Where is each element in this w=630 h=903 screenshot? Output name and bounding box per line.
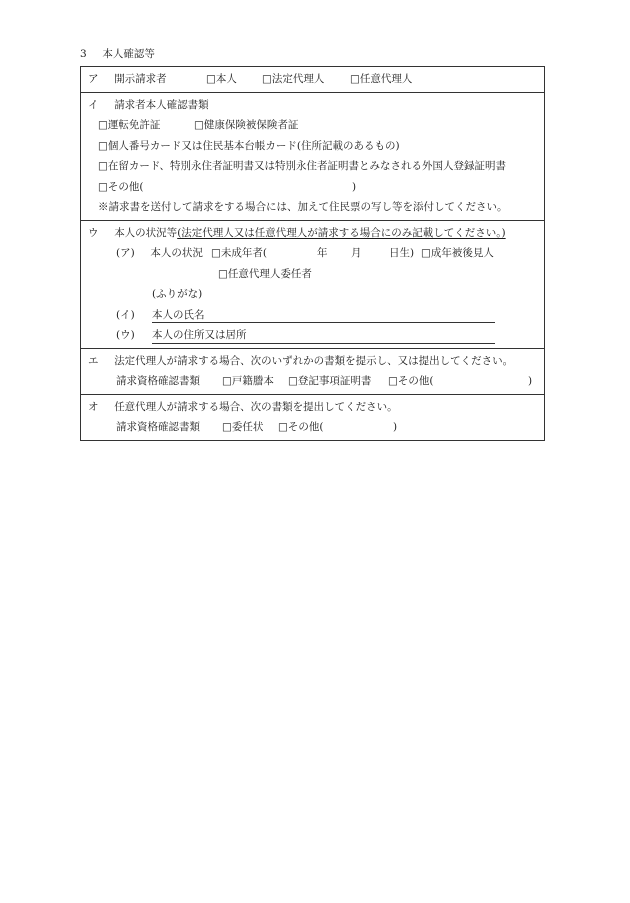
row-requester-type [81,67,544,93]
principal-status-line-2 [88,264,544,285]
voluntary-agent-docs-line [88,417,544,438]
id-docs-line-2 [88,136,544,157]
sub-marker: (ウ) [116,329,135,341]
other-close-paren: ) [528,375,533,387]
checkbox-drivers-license[interactable]: □運転免許証 [98,119,161,131]
row-voluntary-agent-docs [81,395,544,440]
checkbox-mynumber-card[interactable]: □個人番号カード又は住民基本台帳カード(住所記載のあるもの) [98,139,400,152]
id-docs-line-4 [88,177,544,198]
checkbox-registry-certificate[interactable]: □登記事項証明書 [288,375,372,387]
requester-type-line [88,69,544,90]
checkbox-self[interactable]: □本人 [206,73,237,85]
row-principal-status [81,221,544,349]
requester-label: 開示請求者 [114,73,167,85]
row-requester-id-docs [81,93,544,221]
voluntary-agent-instruction: 任意代理人が請求する場合、次の書類を提出してください。 [114,400,398,413]
principal-address-label: 本人の住所又は居所 [152,329,247,341]
principal-status-label: 本人の状況 [150,247,203,259]
birth-month-label: 月 [351,247,362,259]
birth-day-label: 日生) [389,247,415,259]
principal-status-title: 本人の状況等 [114,226,178,239]
legal-agent-instruction-line [88,351,544,372]
checkbox-legal-agent[interactable]: □法定代理人 [262,73,325,85]
mail-request-note: ※請求書を送付して請求をする場合には、加えて住民票の写し等を添付してください。 [98,201,508,213]
principal-address-field[interactable] [152,343,495,344]
id-docs-title: 請求者本人確認書類 [114,98,209,111]
checkbox-residence-card[interactable]: □在留カード、特別永住者証明書又は特別永住者証明書とみなされる外国人登録証明書 [98,160,506,172]
principal-status-line [88,243,544,264]
principal-status-title-line [88,223,544,244]
checkbox-minor[interactable]: □未成年者( [211,247,268,259]
qualification-docs-label: 請求資格確認書類 [116,421,200,433]
checkbox-legal-other[interactable]: □その他( [388,375,434,387]
other-close-paren: ) [352,180,357,193]
checkbox-family-register[interactable]: □戸籍謄本 [222,375,274,387]
checkbox-voluntary-other[interactable]: □その他( [278,421,324,433]
row-marker: イ [88,98,99,111]
id-docs-note-line [88,197,544,218]
furigana-line [88,284,544,305]
row-marker: ア [88,73,99,85]
section-heading [80,47,155,61]
id-docs-title-line [88,95,544,116]
row-marker: エ [88,354,99,367]
row-marker: オ [88,400,99,413]
principal-address-line [88,325,544,346]
row-legal-agent-docs [81,349,544,395]
qualification-docs-label: 請求資格確認書類 [116,375,200,387]
checkbox-delegator[interactable]: □任意代理人委任者 [218,267,312,280]
checkbox-voluntary-agent[interactable]: □任意代理人 [350,73,413,85]
row-marker: ウ [88,226,99,239]
checkbox-health-insurance[interactable]: □健康保険被保険者証 [194,119,299,131]
id-docs-line-3 [88,156,544,177]
checkbox-id-other[interactable]: □その他( [98,180,144,193]
checkbox-adult-ward[interactable]: □成年被後見人 [421,247,494,259]
principal-name-field[interactable] [152,322,495,323]
voluntary-agent-instruction-line [88,397,544,418]
furigana-label: (ふりがな) [152,288,203,300]
checkbox-power-of-attorney[interactable]: □委任状 [222,421,264,433]
sub-marker: (イ) [116,308,135,321]
section-title-text: 本人確認等 [102,48,155,60]
sub-marker: (ア) [116,247,135,259]
principal-status-instruction: (法定代理人又は任意代理人が請求する場合にのみ記載してください。) [177,226,506,239]
section-number: 3 [80,48,87,60]
principal-name-line [88,305,544,326]
legal-agent-instruction: 法定代理人が請求する場合、次のいずれかの書類を提示し、又は提出してください。 [114,354,514,367]
legal-agent-docs-line [88,371,544,392]
principal-name-label: 本人の氏名 [152,308,205,321]
birth-year-label: 年 [317,247,328,259]
other-close-paren: ) [393,421,398,433]
identity-verification-form [80,66,545,441]
id-docs-line-1 [88,115,544,136]
